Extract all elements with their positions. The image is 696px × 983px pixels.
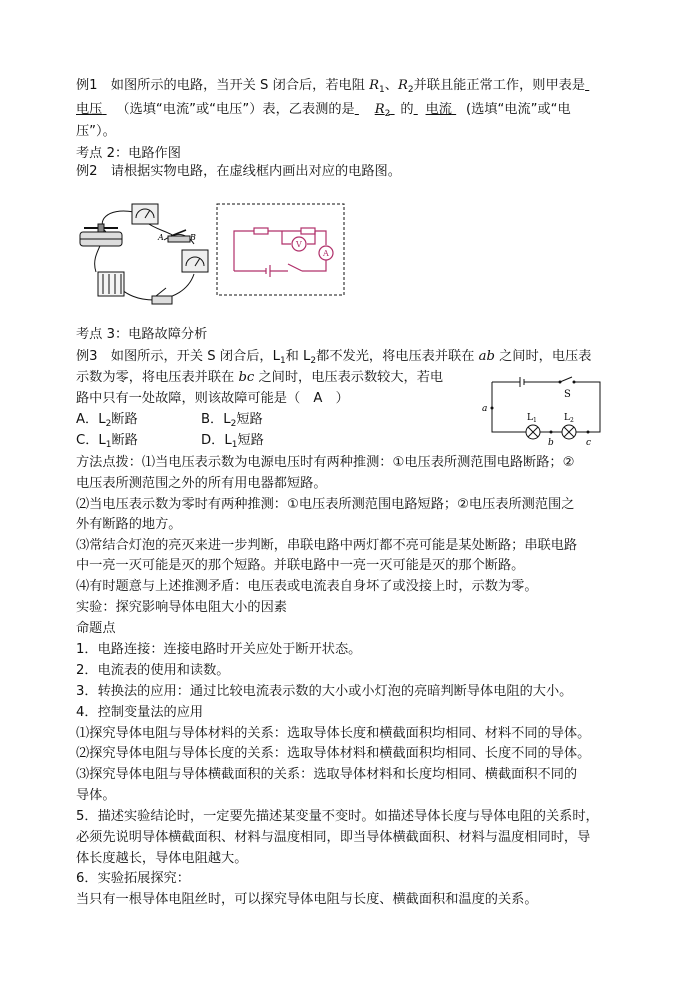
- exp-line: 4．控制变量法的应用: [76, 705, 204, 720]
- l1-sub: 1: [279, 356, 286, 366]
- lamp1-sub: 1: [532, 417, 537, 424]
- exp-line: 当只有一根导体电阻丝时，可以探究导体电阻与长度、横截面积和温度的关系。: [76, 892, 538, 907]
- option-c-text: 断路: [111, 433, 138, 448]
- r1-symbol: R: [369, 78, 380, 93]
- ex1-text-b: 并联且能正常工作，则甲表是: [413, 78, 586, 93]
- option-b-prefix: B．L: [201, 412, 231, 427]
- ex1-line2: [76, 101, 571, 123]
- lamp2-letter: L: [564, 413, 570, 423]
- option-d-sub: 1: [231, 440, 238, 450]
- option-d: [201, 433, 264, 448]
- exp-line: ⑶探究导体电阻与导体横截面积的关系：选取导体材料和长度均相同、横截面积不同的: [76, 767, 578, 782]
- topic2-heading: 考点 2：电路作图: [76, 146, 181, 161]
- l2-sub: 2: [310, 356, 317, 366]
- switch-label: S: [564, 389, 571, 400]
- ex3-text-2c: 之间时，电压表示数较大，若电: [254, 370, 444, 385]
- lamp1-letter: L: [527, 413, 533, 423]
- fault-circuit-figure: [480, 374, 610, 446]
- ex1-text-e: (选填“电流”或“电: [465, 102, 571, 117]
- ammeter-label: A: [323, 249, 329, 258]
- ex3-options-row1: [76, 411, 263, 433]
- exp-line: ⑴探究导体电阻与导体材料的关系：选取导体长度和横截面积均相同、材料不同的导体。: [76, 726, 591, 741]
- topic3-heading: 考点 3：电路故障分析: [76, 327, 208, 342]
- sep: 、: [384, 78, 398, 93]
- answer-r2: R: [374, 102, 385, 117]
- bc-label: bc: [238, 370, 255, 385]
- exp-line: 实验：探究影响导体电阻大小的因素: [76, 600, 287, 615]
- ex3-text-2a: 示数为零，将电压表并联在: [76, 370, 239, 385]
- ex3-line2: [76, 369, 443, 387]
- ex3-line3: 路中只有一处故障，则该故障可能是（ A ）: [76, 391, 349, 406]
- lamp1-label: [527, 413, 537, 424]
- exp-line: 命题点: [76, 621, 116, 636]
- exp-line: ⑵探究导体电阻与导体长度的关系：选取导体材料和横截面积均相同、长度不同的导体。: [76, 746, 591, 761]
- option-c: [76, 432, 201, 454]
- option-b-sub: 2: [230, 419, 237, 429]
- answer-voltage: 电压: [76, 102, 103, 117]
- ex1-text-d: 的: [400, 102, 414, 117]
- option-a: [76, 411, 201, 433]
- ex1-line3: 压”）。: [76, 124, 116, 139]
- ex3-text-c: 和 L: [285, 349, 311, 364]
- ex1-text-c: （选填“电流”或“电压”）表，乙表测的是: [116, 102, 355, 117]
- option-c-prefix: C．L: [76, 433, 106, 448]
- option-a-sub: 2: [105, 419, 112, 429]
- point-b-label: b: [548, 438, 554, 446]
- exp-line: 2．电流表的使用和读数。: [76, 663, 230, 678]
- exp-line: 体长度越长，导体电阻越大。: [76, 851, 248, 866]
- ex3-options-row2: [76, 432, 264, 454]
- point-c-label: c: [586, 438, 592, 446]
- lamp2-sub: 2: [569, 417, 574, 424]
- option-d-text: 短路: [237, 433, 264, 448]
- method-line: 中一亮一灭可能是灭的那个短路。并联电路中一亮一灭可能是灭的那个断路。: [76, 558, 525, 573]
- exp-line: 1．电路连接：连接电路时开关应处于断开状态。: [76, 642, 362, 657]
- ex3-line1: [76, 348, 591, 370]
- answer-r2-sub: 2: [384, 109, 391, 119]
- option-a-text: 断路: [111, 412, 138, 427]
- exp-line: 5．描述实验结论时，一定要先描述某变量不变时。如描述导体长度与导体电阻的关系时，: [76, 809, 599, 824]
- terminal-b-label: B: [190, 233, 196, 242]
- exp-line: 导体。: [76, 788, 116, 803]
- ex3-text-a: 例3 如图所示，开关 S 闭合后，L: [76, 349, 280, 364]
- ab-label: ab: [478, 349, 495, 364]
- option-b: [201, 412, 263, 427]
- option-b-text: 短路: [236, 412, 263, 427]
- exp-line: 6．实验拓展探究：: [76, 871, 190, 886]
- method-line: ⑶常结合灯泡的亮灭来进一步判断，串联电路中两灯都不亮可能是某处断路；串联电路: [76, 538, 578, 553]
- r1-sub: 1: [379, 85, 385, 95]
- exp-line: 3．转换法的应用：通过比较电流表示数的大小或小灯泡的亮暗判断导体电阻的大小。: [76, 684, 573, 699]
- ex3-text-e: 都不发光，将电压表并联在: [316, 349, 479, 364]
- method-line: ⑷有时题意与上述推测矛盾：电压表或电流表自身坏了或没接上时，示数为零。: [76, 579, 538, 594]
- method-line: ⑵当电压表示数为零时有两种推测：①电压表所测范围电路短路；②电压表所测范围之: [76, 497, 575, 512]
- r2-sub: 2: [407, 85, 414, 95]
- terminal-a-label: A: [158, 233, 164, 242]
- option-a-prefix: A．L: [76, 412, 106, 427]
- ex1-line1: [76, 77, 599, 99]
- schematic-answer-figure: [216, 203, 346, 296]
- ex2-text: 例2 请根据实物电路，在虚线框内画出对应的电路图。: [76, 164, 401, 179]
- lamp2-label: [564, 413, 574, 424]
- voltmeter-label: V: [296, 240, 302, 249]
- physical-circuit-figure: [76, 202, 211, 307]
- ex1-text: 例1 如图所示的电路，当开关 S 闭合后，若电阻: [76, 78, 370, 93]
- ex3-text-g: 之间时，电压表: [494, 349, 592, 364]
- option-c-sub: 1: [105, 440, 112, 450]
- method-line: 外有断路的地方。: [76, 517, 182, 532]
- r2-symbol: R: [397, 78, 408, 93]
- answer-current: 电流: [425, 102, 452, 117]
- point-a-label: a: [482, 404, 488, 414]
- option-d-prefix: D．L: [201, 433, 232, 448]
- exp-line: 必须先说明导体横截面积、材料与温度相同，即当导体横截面积、材料与温度相同时，导: [76, 830, 591, 845]
- method-line: 方法点拨：⑴当电压表示数为电源电压时有两种推测：①电压表所测范围电路断路；②: [76, 455, 575, 470]
- method-line: 电压表所测范围之外的所有用电器都短路。: [76, 476, 327, 491]
